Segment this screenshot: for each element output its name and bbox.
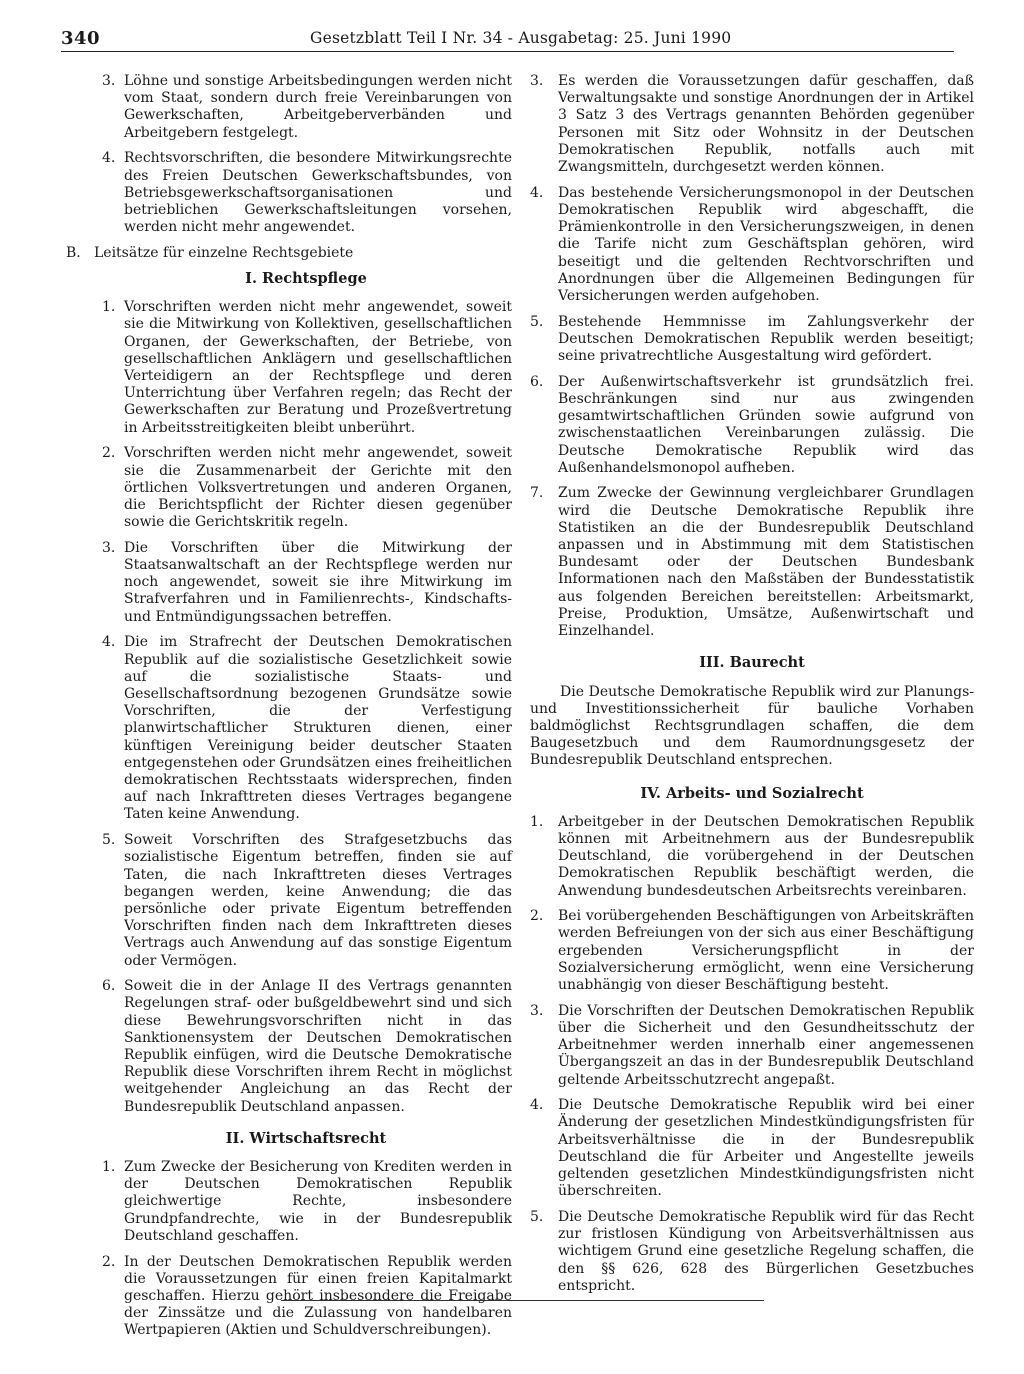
list-item <box>530 1097 974 1200</box>
item-number: 4. <box>102 150 116 167</box>
item-number: 1. <box>102 299 116 316</box>
item-text: Vorschriften werden nicht mehr angewendet, soweit sie die Mitwirkung von Kollektiven, gesellschaftlichen Organen, der Gewerkschaften, der Betriebe, von gesellschaftlichen Anklägern und gesellschaftlichen Verteidigern an der Rechtspflege und deren Unterrichtung über Verfahren regeln; das Recht der Gewerkschaften zur Beratung und Prozeßvertretung in Arbeitsstreitigkeiten bleibt unberührt. <box>124 299 512 436</box>
list-item <box>530 374 974 477</box>
item-number: 2. <box>530 908 544 925</box>
running-header: Gesetzblatt Teil I Nr. 34 - Ausgabetag: 25. Juni 1990 <box>310 29 732 47</box>
item-number: 5. <box>102 832 116 849</box>
heading-wirtschaftsrecht: II. Wirtschaftsrecht <box>225 1129 387 1147</box>
item-number: 2. <box>102 1253 116 1270</box>
list-item <box>66 1254 512 1340</box>
item-text: Löhne und sonstige Arbeitsbedingungen werden nicht vom Staat, sondern durch freie Vereinbarungen von Gewerkschaften, Arbeitgeberverbänden und Arbeitgebern festgelegt. <box>124 73 512 141</box>
section-b-heading <box>66 245 512 262</box>
item-text: Die Deutsche Demokratische Republik wird bei einer Änderung der gesetzlichen Mindestkündigungsfristen für Arbeitsverhältnisse die in der Bundesrepublik Deutschland die für Arbeiter und Angestellte jeweils geltenden gesetzlichen Mindestkündigungsfristen nicht überschreiten. <box>558 1097 974 1200</box>
section-title: Leitsätze für einzelne Rechtsgebiete <box>94 244 354 261</box>
item-text: Es werden die Voraussetzungen dafür geschaffen, daß Verwaltungsakte und sonstige Anordnungen der in Artikel 3 Satz 3 des Vertrags genannten Behörden gegenüber Personen mit Sitz oder Wohnsitz in der Deutschen Demokratischen Republik, notfalls auch mit Zwangsmitteln, durchgesetzt werden können. <box>558 73 974 176</box>
list-item <box>66 832 512 970</box>
item-number: 1. <box>102 1159 116 1176</box>
list-item <box>530 908 974 994</box>
header-rule <box>61 51 954 52</box>
item-number: 4. <box>530 1097 544 1114</box>
item-text: Zum Zwecke der Besicherung von Krediten werden in der Deutschen Demokratischen Republik gleichwertige Rechte, insbesondere Grundpfandrechte, wie in der Bundesrepublik Deutschland geschaffen. <box>124 1159 512 1244</box>
item-text: Die Vorschriften über die Mitwirkung der Staatsanwaltschaft an der Rechtspflege werden nur noch angewendet, soweit sie ihre Mitwirkung im Strafverfahren und in Familienrechts-, Kindschafts- und Entmündigungssachen betreffen. <box>124 539 512 625</box>
item-text: Die im Strafrecht der Deutschen Demokratischen Republik auf die sozialistische Gesetzlichkeit sowie auf die sozialistische Staats- und Gesellschaftsordnung bezogenen Grundsätze sowie Vorschriften, die der Verfestigung planwirtschaftlicher Strukturen dienen, einer künftigen Vereinigung beider deutscher Staaten entgegenstehen oder Grundsätzen eines freiheitlichen demokratischen Rechtsstaats widersprechen, finden auf nach Inkrafttreten dieses Vertrages begangene Taten keine Anwendung. <box>124 634 512 823</box>
item-text: In der Deutschen Demokratischen Republik werden die Voraussetzungen für einen freien Kapitalmarkt geschaffen. Hierzu gehört insbesondere die Freigabe der Zinssätze und die Zulassung von handelbaren Wertpapieren (Aktien und Schuldverschreibungen). <box>124 1253 512 1339</box>
item-text: Bei vorübergehenden Beschäftigungen von Arbeitskräften werden Befreiungen von der sich aus einer Beschäftigung ergebenden Versicherungspflicht in der Sozialversicherung ermöglicht, wenn eine Versicherung unabhängig von dieser Beschäftigung besteht. <box>558 908 974 994</box>
footer-rule <box>281 1300 764 1301</box>
list-item <box>530 73 974 176</box>
item-text: Soweit Vorschriften des Strafgesetzbuchs das sozialistische Eigentum betreffen, finden sie auf Taten, die nach Inkrafttreten dieses Vertrages begangen werden, keine Anwendung; die das persönliche oder private Eigentum betreffenden Vorschriften finden nach dem Inkrafttreten dieses Vertrags auch Anwendung auf das sonstige Eigentum oder Vermögen. <box>124 832 512 969</box>
heading-baurecht: III. Baurecht <box>699 654 805 672</box>
item-text: Vorschriften werden nicht mehr angewendet, soweit sie die Zusammenarbeit der Gerichte mit den örtlichen Volksvertretungen und anderen Organen, die Berichtspflicht der Richter diesen gegenüber sowie die Gerichtskritik regeln. <box>124 445 512 531</box>
left-column <box>66 73 512 1348</box>
item-number: 7. <box>530 485 544 502</box>
item-number: 5. <box>530 313 544 330</box>
list-item <box>66 299 512 437</box>
item-text: Zum Zwecke der Gewinnung vergleichbarer Grundlagen wird die Deutsche Demokratische Republik ihre Statistiken an die der Bundesrepublik Deutschland anpassen und in Abstimmung mit dem Statistischen Bundesamt oder der Deutschen Bundesbank Informationen nach den Maßstäben der Bundesstatistik aus folgenden Bereichen bereitstellen: Arbeitsmarkt, Preise, Produktion, Umsätze, Außenwirtschaft und Einzelhandel. <box>558 485 974 640</box>
item-number: 3. <box>102 73 116 89</box>
list-item <box>66 73 512 142</box>
page-number: 340 <box>61 28 101 49</box>
heading-rechtspflege: I. Rechtspflege <box>245 270 367 288</box>
item-number: 1. <box>530 813 544 830</box>
list-item <box>530 314 974 366</box>
list-item <box>66 1159 512 1245</box>
item-number: 4. <box>530 184 544 201</box>
item-text: Soweit die in der Anlage II des Vertrags genannten Regelungen straf- oder bußgeldbewehrt sind und sich diese Bewehrungsvorschriften nicht in das Sanktionensystem der Deutschen Demokratischen Republik einfügen, wird die Deutsche Demokratische Republik diese Vorschriften ihrem Recht in möglichst weitgehender Angleichung an das Recht der Bundesrepublik Deutschland anpassen. <box>124 978 512 1115</box>
list-item <box>530 185 974 305</box>
list-item <box>530 814 974 900</box>
item-number: 6. <box>102 978 116 995</box>
item-number: 2. <box>102 445 116 462</box>
list-item <box>530 485 974 640</box>
item-text: Bestehende Hemmnisse im Zahlungsverkehr der Deutschen Demokratischen Republik werden beseitigt; seine privatrechtliche Ausgestaltung wird gefördert. <box>558 313 974 365</box>
item-number: 3. <box>530 73 544 89</box>
item-number: 4. <box>102 634 116 651</box>
item-text: Die Deutsche Demokratische Republik wird für das Recht zur fristlosen Kündigung von Arbeitsverhältnissen aus wichtigem Grund eine gesetzliche Regelung schaffen, die den §§ 626, 628 des Bürgerlichen Gesetzbuches entspricht. <box>558 1208 974 1294</box>
item-number: 3. <box>102 539 116 556</box>
baurecht-paragraph: Die Deutsche Demokratische Republik wird zur Planungs- und Investitionssicherheit für bauliche Vorhaben baldmöglichst Rechtsgrundlagen schaffen, die dem Baugesetzbuch und dem Raumordnungsgesetz der Bundesrepublik Deutschland entsprechen. <box>530 683 974 769</box>
item-text: Die Vorschriften der Deutschen Demokratischen Republik über die Sicherheit und den Gesundheitsschutz der Arbeitnehmer werden innerhalb einer angemessenen Übergangszeit an das in der Bundesrepublik Deutschland geltende Arbeitsschutzrecht angepaßt. <box>558 1002 974 1088</box>
item-text: Rechtsvorschriften, die besondere Mitwirkungsrechte des Freien Deutschen Gewerkschaftsbundes, von Betriebsgewerkschaftsorganisationen und betrieblichen Gewerkschaftsleitungen vorsehen, werden nicht mehr angewendet. <box>124 150 512 236</box>
item-text: Das bestehende Versicherungsmonopol in der Deutschen Demokratischen Republik wird abgeschafft, die Prämienkontrolle in den Versicherungszweigen, in denen die Tarife nicht zum Geschäftsplan gehören, wird beseitigt und die geltenden Rechtvorschriften und Anordnungen über die Allgemeinen Bedingungen für Versicherungen werden aufgehoben. <box>558 184 974 304</box>
right-column <box>530 73 974 1304</box>
section-letter: B. <box>66 244 81 261</box>
item-number: 6. <box>530 373 544 390</box>
list-item <box>530 1003 974 1089</box>
item-number: 5. <box>530 1208 544 1225</box>
list-item <box>66 978 512 1116</box>
heading-arbeitsrecht: IV. Arbeits- und Sozialrecht <box>640 784 864 802</box>
list-item <box>530 1209 974 1295</box>
list-item <box>66 445 512 531</box>
list-item <box>66 150 512 236</box>
item-number: 3. <box>530 1002 544 1019</box>
item-text: Der Außenwirtschaftsverkehr ist grundsätzlich frei. Beschränkungen sind nur aus zwingenden gesamtwirtschaftlichen Gründen sowie aufgrund von zwischenstaatlichen Vereinbarungen zulässig. Die Deutsche Demokratische Republik wird das Außenhandelsmonopol aufheben. <box>558 373 974 476</box>
list-item <box>66 540 512 626</box>
item-text: Arbeitgeber in der Deutschen Demokratischen Republik können mit Arbeitnehmern aus der Bundesrepublik Deutschland, die vorübergehend in der Deutschen Demokratischen Republik beschäftigt werden, die Anwendung bundesdeutschen Arbeitsrechts vereinbaren. <box>558 813 974 899</box>
list-item <box>66 634 512 823</box>
